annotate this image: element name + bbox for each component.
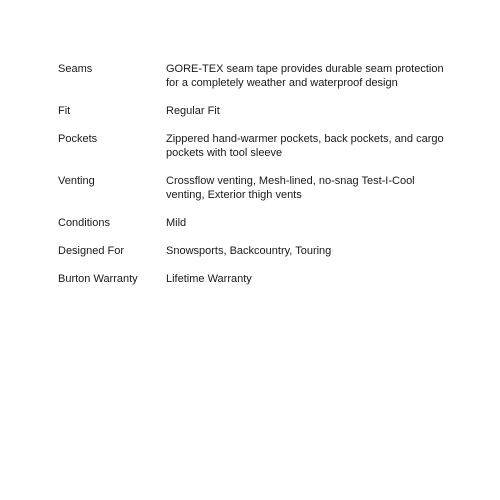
spec-value: Regular Fit [166,105,220,117]
spec-label: Conditions [58,217,110,229]
spec-value: GORE-TEX seam tape provides durable seam protection for a completely weather and waterproof design [166,63,444,89]
spec-value: Zippered hand-warmer pockets, back pockets, and cargo pockets with tool sleeve [166,133,444,159]
spec-row-pockets [58,132,458,160]
spec-row-seams [58,62,458,90]
spec-value: Lifetime Warranty [166,273,252,285]
spec-table [58,62,458,300]
spec-row-fit [58,104,458,118]
spec-row-conditions [58,216,458,230]
spec-value: Mild [166,217,187,229]
spec-label: Venting [58,175,95,187]
spec-row-warranty [58,272,458,286]
spec-label: Designed For [58,245,125,257]
spec-label: Seams [58,63,93,75]
spec-label: Fit [58,105,71,117]
spec-label: Pockets [58,133,98,145]
spec-row-designed-for [58,244,458,258]
spec-value: Snowsports, Backcountry, Touring [166,245,332,257]
spec-label: Burton Warranty [58,273,138,285]
spec-row-venting [58,174,458,202]
spec-value: Crossflow venting, Mesh-lined, no-snag Test-I-Cool venting, Exterior thigh vents [166,175,415,201]
